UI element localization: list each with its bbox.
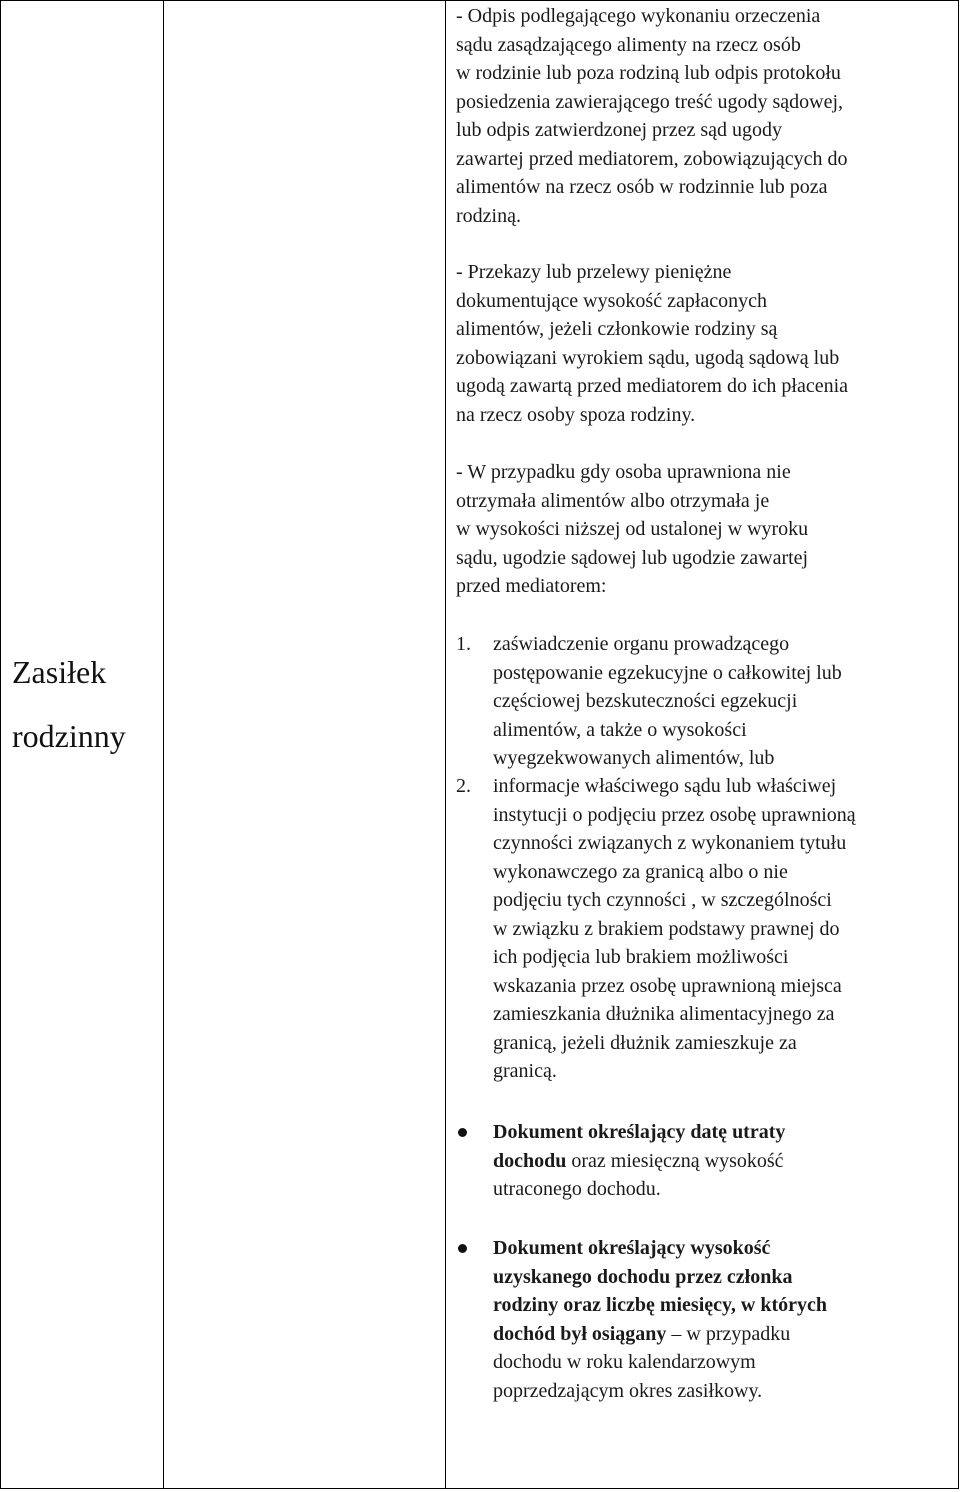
bullet-bold-text: Dokument określający wysokość uzyskanego dochodu przez członka rodziny oraz liczbę miesięcy, w których dochód był osiągany (493, 1237, 828, 1345)
paragraph-unpaid-alimony: - W przypadku gdy osoba uprawniona nie otrzymała alimentów albo otrzymała je w wysokości niższej od ustalonej w wyroku sądu, ugodzie sądowej lub ugodzie zawartej przed mediatorem: (456, 461, 809, 597)
bullet-normal-text: – w przypadku dochodu w roku kalendarzowym poprzedzającym okres zasiłkowy. (493, 1322, 791, 1402)
table-border-left (0, 0, 1, 1489)
numbered-item-marker: 1. (456, 633, 471, 655)
bullet-item-text (493, 1234, 954, 1405)
table-border-right (958, 0, 959, 1489)
bullet-dot-icon (458, 1128, 467, 1137)
bullet-dot-icon (458, 1244, 467, 1253)
numbered-item-marker: 2. (456, 775, 471, 797)
bullet-item-text (493, 1118, 954, 1204)
table-border-bottom (0, 1488, 959, 1489)
numbered-item-text: zaświadczenie organu prowadzącego postępowanie egzekucyjne o całkowitej lub częściowej bezskuteczności egzekucji alimentów, a także o wysokości wyegzekwowanych alimentów, lub (493, 633, 842, 769)
table-column-divider-1 (163, 0, 164, 1489)
bullet-normal-text: oraz miesięczną wysokość utraconego dochodu. (493, 1149, 784, 1200)
paragraph-court-order: - Odpis podlegającego wykonaniu orzeczenia sądu zasądzającego alimenty na rzecz osób w rodzinie lub poza rodziną lub odpis protokołu posiedzenia zawierającego treść ugody sądowej, lub odpis zatwierdzonej przez sąd ugody zawartej przed mediatorem, zobowiązujących do alimentów na rzecz osób w rodzinnie lub poza rodziną. (456, 5, 848, 227)
paragraph-transfers: - Przekazy lub przelewy pieniężne dokumentujące wysokość zapłaconych alimentów, jeżeli członkowie rodziny są zobowiązani wyrokiem sądu, ugodą sądową lub ugodą zawartą przed mediatorem do ich płacenia na rzecz osoby spoza rodziny. (456, 261, 849, 426)
table-column-divider-2 (445, 0, 446, 1489)
benefit-label: Zasiłek rodzinny (12, 654, 126, 754)
numbered-item-text: informacje właściwego sądu lub właściwej instytucji o podjęciu przez osobę uprawnioną czynności związanych z wykonaniem tytułu wykonawczego za granicą albo o nie podjęciu tych czynności , w szczególności w związku z brakiem podstawy prawnej do ich podjęcia lub brakiem możliwości wskazania przez osobę uprawnioną miejsca zamieszkania dłużnika alimentacyjnego za granicą, jeżeli dłużnik zamieszkuje za granicą. (493, 775, 856, 1082)
table-border-top (0, 0, 959, 1)
bullet-bold-text: Dokument określający datę utraty dochodu (493, 1121, 786, 1172)
